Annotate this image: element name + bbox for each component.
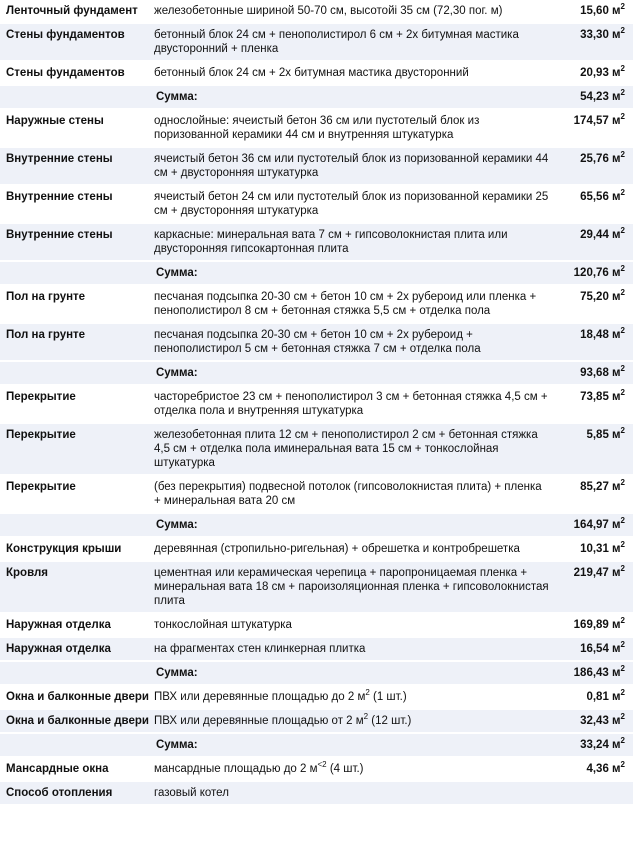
description-text: мансардные площадью до 2 м — [154, 763, 318, 775]
sum-value-number: 54,23 м — [580, 91, 621, 103]
row-description: бетонный блок 24 см + пенополистирол 6 см + 2х битумная мастика двусторонний + пленка — [150, 23, 555, 61]
row-category: Перекрытие — [0, 423, 150, 475]
sum-label: Сумма: — [150, 85, 555, 109]
row-category: Стены фундаментов — [0, 61, 150, 85]
row-value-number: 73,85 м — [580, 391, 621, 403]
row-description: ячеистый бетон 36 см или пустотелый блок из поризованной керамики 44 см + двусторонняя штукатурка — [150, 147, 555, 185]
table-row — [0, 685, 633, 709]
sum-value — [555, 733, 633, 757]
row-category: Наружная отделка — [0, 613, 150, 637]
unit-exponent: 2 — [620, 760, 625, 770]
row-category: Стены фундаментов — [0, 23, 150, 61]
row-category: Перекрытие — [0, 475, 150, 513]
row-value-number: 25,76 м — [580, 153, 621, 165]
row-value — [555, 781, 633, 805]
row-description: железобетонная плита 12 см + пенополистирол 2 см + бетонная стяжка 4,5 см + отделка пола иминеральная вата 15 см + тонкослойная штукатурка — [150, 423, 555, 475]
sum-value-number: 186,43 м — [573, 667, 621, 679]
unit-exponent: 2 — [620, 516, 625, 526]
unit-exponent: 2 — [620, 288, 625, 298]
unit-exponent: 2 — [620, 112, 625, 122]
row-description: деревянная (стропильно-ригельная) + обрешетка и контробрешетка — [150, 537, 555, 561]
description-text: ПВХ или деревянные площадью от 2 м — [154, 715, 364, 727]
unit-exponent: 2 — [620, 616, 625, 626]
row-description — [150, 685, 555, 709]
sum-value — [555, 361, 633, 385]
row-value-number: 29,44 м — [580, 229, 621, 241]
row-value — [555, 561, 633, 613]
table-row — [0, 561, 633, 613]
row-value — [555, 185, 633, 223]
unit-exponent: 2 — [620, 388, 625, 398]
row-category: Пол на грунте — [0, 285, 150, 323]
sum-value-number: 120,76 м — [573, 267, 621, 279]
table-row — [0, 637, 633, 661]
sum-value-number: 93,68 м — [580, 367, 621, 379]
unit-exponent: 2 — [620, 326, 625, 336]
sum-row — [0, 85, 633, 109]
sum-spacer — [0, 361, 150, 385]
row-value — [555, 147, 633, 185]
unit-exponent: 2 — [620, 88, 625, 98]
row-category: Внутренние стены — [0, 185, 150, 223]
sum-label: Сумма: — [150, 361, 555, 385]
row-value-number: 85,27 м — [580, 481, 621, 493]
sum-row — [0, 733, 633, 757]
table-row — [0, 613, 633, 637]
unit-exponent: 2 — [620, 478, 625, 488]
sum-spacer — [0, 513, 150, 537]
row-description: тонкослойная штукатурка — [150, 613, 555, 637]
row-description: на фрагментах стен клинкерная плитка — [150, 637, 555, 661]
description-exponent: 2 — [363, 712, 369, 722]
table-row — [0, 475, 633, 513]
table-row — [0, 537, 633, 561]
row-value — [555, 423, 633, 475]
row-value-number: 0,81 м — [586, 691, 621, 703]
row-category: Окна и балконные двери — [0, 709, 150, 733]
row-value — [555, 757, 633, 781]
row-value-number: 15,60 м — [580, 5, 621, 17]
unit-exponent: 2 — [620, 64, 625, 74]
unit-exponent: 2 — [620, 664, 625, 674]
row-value — [555, 475, 633, 513]
row-description — [150, 709, 555, 733]
row-category: Пол на грунте — [0, 323, 150, 361]
row-value-number: 169,89 м — [573, 619, 621, 631]
table-row — [0, 185, 633, 223]
table-row — [0, 781, 633, 805]
sum-spacer — [0, 733, 150, 757]
row-category: Ленточный фундамент — [0, 0, 150, 23]
table-row — [0, 223, 633, 261]
sum-spacer — [0, 85, 150, 109]
description-suffix: (1 шт.) — [369, 691, 407, 703]
unit-exponent: 2 — [620, 736, 625, 746]
row-value — [555, 537, 633, 561]
row-value — [555, 61, 633, 85]
row-category: Конструкция крыши — [0, 537, 150, 561]
sum-value-number: 164,97 м — [573, 519, 621, 531]
sum-value-number: 33,24 м — [580, 739, 621, 751]
unit-exponent: 2 — [620, 564, 625, 574]
description-suffix: (12 шт.) — [368, 715, 412, 727]
unit-exponent: 2 — [620, 640, 625, 650]
table-row — [0, 423, 633, 475]
unit-exponent: 2 — [620, 540, 625, 550]
row-value — [555, 323, 633, 361]
row-category: Перекрытие — [0, 385, 150, 423]
row-value-number: 16,54 м — [580, 643, 621, 655]
sum-row — [0, 261, 633, 285]
unit-exponent: 2 — [620, 226, 625, 236]
row-value — [555, 23, 633, 61]
sum-row — [0, 361, 633, 385]
sum-value — [555, 661, 633, 685]
sum-label: Сумма: — [150, 513, 555, 537]
sum-row — [0, 661, 633, 685]
sum-spacer — [0, 261, 150, 285]
row-value-number: 174,57 м — [573, 115, 621, 127]
row-description: песчаная подсыпка 20-30 см + бетон 10 см + 2х рубероид + пенополистирол 5 см + бетонная стяжка 7 см + отделка пола — [150, 323, 555, 361]
table-row — [0, 285, 633, 323]
row-description: железобетонные шириной 50-70 см, высотойі 35 см (72,30 пог. м) — [150, 0, 555, 23]
row-category: Наружные стены — [0, 109, 150, 147]
description-text: ПВХ или деревянные площадью до 2 м — [154, 691, 366, 703]
table-row — [0, 61, 633, 85]
table-row — [0, 109, 633, 147]
description-exponent: 2 — [365, 688, 370, 698]
sum-value — [555, 261, 633, 285]
row-value — [555, 709, 633, 733]
row-description: однослойные: ячеистый бетон 36 см или пустотелый блок из поризованной керамики 44 см и внутренняя штукатурка — [150, 109, 555, 147]
unit-exponent: 2 — [620, 26, 625, 36]
table-row — [0, 0, 633, 23]
row-category: Внутренние стены — [0, 147, 150, 185]
description-exponent: <2 — [317, 760, 327, 770]
row-value — [555, 385, 633, 423]
sum-spacer — [0, 661, 150, 685]
row-value-number: 75,20 м — [580, 291, 621, 303]
row-category: Внутренние стены — [0, 223, 150, 261]
unit-exponent: 2 — [620, 364, 625, 374]
row-value-number: 10,31 м — [580, 543, 621, 555]
row-value — [555, 685, 633, 709]
sum-label: Сумма: — [150, 261, 555, 285]
sum-row — [0, 513, 633, 537]
row-value-number: 32,43 м — [580, 715, 621, 727]
row-category: Наружная отделка — [0, 637, 150, 661]
row-value — [555, 223, 633, 261]
unit-exponent: 2 — [620, 150, 625, 160]
row-description: песчаная подсыпка 20-30 см + бетон 10 см + 2х рубероид или пленка + пенополистирол 8 см + бетонная стяжка 5,5 см + отделка пола — [150, 285, 555, 323]
sum-value — [555, 513, 633, 537]
row-value-number: 65,56 м — [580, 191, 621, 203]
row-value-number: 4,36 м — [586, 763, 621, 775]
row-description: часторебристое 23 см + пенополистирол 3 см + бетонная стяжка 4,5 см + отделка пола и внутренняя штукатурка — [150, 385, 555, 423]
row-category: Окна и балконные двери — [0, 685, 150, 709]
unit-exponent: 2 — [620, 712, 625, 722]
row-description: ячеистый бетон 24 см или пустотелый блок из поризованной керамики 25 см + двусторонняя штукатурка — [150, 185, 555, 223]
row-description: (без перекрытия) подвесной потолок (гипсоволокнистая плита) + пленка + минеральная вата 20 см — [150, 475, 555, 513]
table-row — [0, 709, 633, 733]
unit-exponent: 2 — [620, 688, 625, 698]
row-description: газовый котел — [150, 781, 555, 805]
row-category: Мансардные окна — [0, 757, 150, 781]
table-row — [0, 23, 633, 61]
row-category: Кровля — [0, 561, 150, 613]
row-value-number: 33,30 м — [580, 29, 621, 41]
unit-exponent: 2 — [620, 2, 625, 12]
row-value-number: 219,47 м — [573, 567, 621, 579]
table-row — [0, 385, 633, 423]
row-value-number: 20,93 м — [580, 67, 621, 79]
row-description — [150, 757, 555, 781]
row-description: цементная или керамическая черепица + паропроницаемая пленка + минеральная вата 18 см + пароизоляционная пленка + гипсоволокнистая плита — [150, 561, 555, 613]
unit-exponent: 2 — [620, 426, 625, 436]
unit-exponent: 2 — [620, 264, 625, 274]
row-value — [555, 0, 633, 23]
table-row — [0, 757, 633, 781]
sum-label: Сумма: — [150, 661, 555, 685]
table-row — [0, 147, 633, 185]
row-value — [555, 109, 633, 147]
unit-exponent: 2 — [620, 188, 625, 198]
row-value-number: 18,48 м — [580, 329, 621, 341]
table-row — [0, 323, 633, 361]
row-value — [555, 637, 633, 661]
row-description: бетонный блок 24 см + 2х битумная мастика двусторонний — [150, 61, 555, 85]
row-value — [555, 613, 633, 637]
row-category: Способ отопления — [0, 781, 150, 805]
sum-value — [555, 85, 633, 109]
sum-label: Сумма: — [150, 733, 555, 757]
row-description: каркасные: минеральная вата 7 см + гипсоволокнистая плита или двусторонняя гипсокартонная плита — [150, 223, 555, 261]
description-suffix: (4 шт.) — [326, 763, 364, 775]
row-value-number: 5,85 м — [586, 429, 621, 441]
row-value — [555, 285, 633, 323]
